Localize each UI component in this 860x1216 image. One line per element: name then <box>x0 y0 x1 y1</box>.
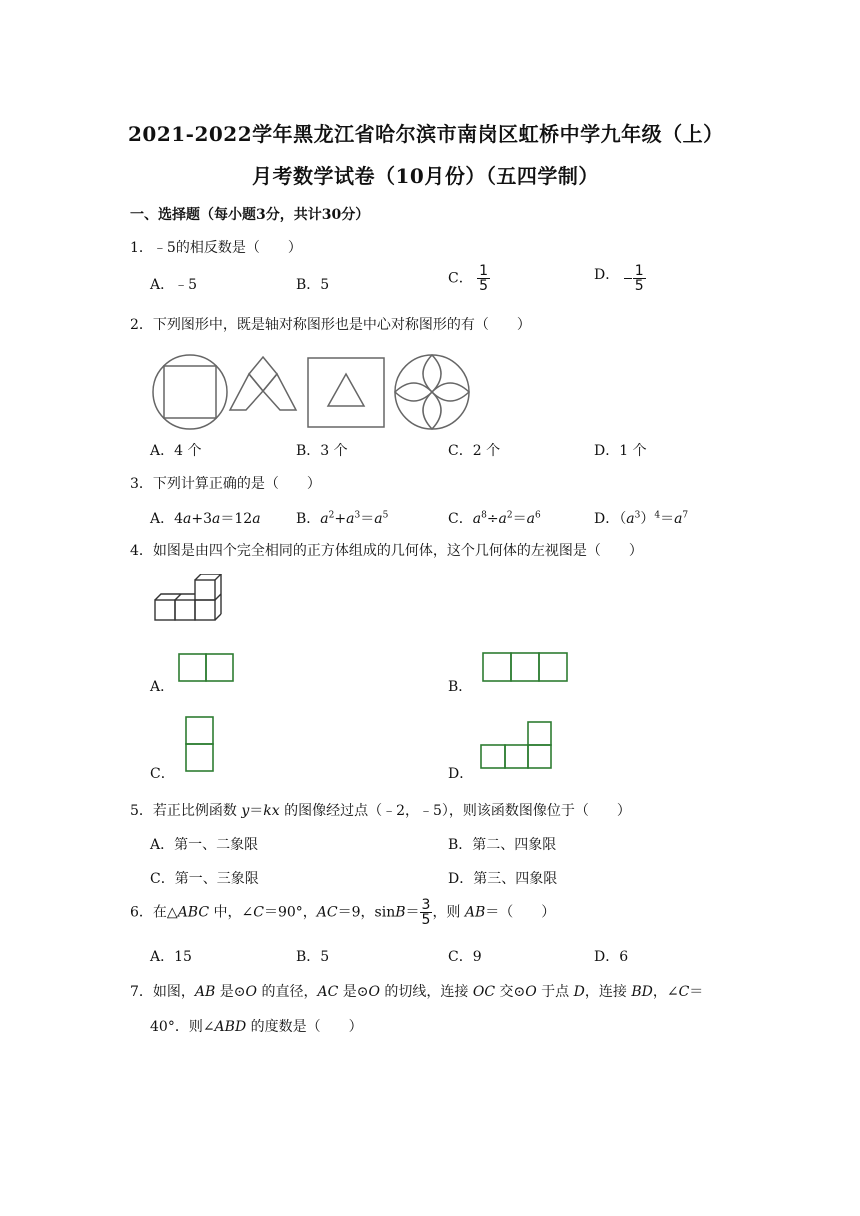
q5-eq: ＝ <box>249 803 264 819</box>
title-line-2: 月考数学试卷（10月份）（五四学制） <box>252 164 599 188</box>
q7-ab: AB <box>194 984 216 1000</box>
q6-post: ＝（ ） <box>485 904 556 921</box>
question-7-line-1 <box>130 981 703 1001</box>
q6-mid3: ＝9，sin <box>337 904 396 921</box>
q4-cube-figure <box>153 574 233 630</box>
section-heading: 一、选择题（每小题3分，共计30分） <box>130 207 370 223</box>
q6-ac: AC <box>316 904 338 921</box>
q7-t4: 是⊙ <box>338 984 369 1000</box>
figure-three-rhombi <box>230 357 296 410</box>
minus-sign <box>624 278 632 279</box>
q2-option-d: D．1 个 <box>594 443 647 459</box>
q3-option-d: D．$(a^3)^4=a^7$ <box>594 510 689 527</box>
q7-t7: 于点 <box>536 984 574 1000</box>
q6-mid4: ＝ <box>405 904 420 921</box>
q7-ac: AC <box>317 984 339 1000</box>
q6-ab: AB <box>464 904 486 921</box>
question-3-stem: 3．下列计算正确的是（ ） <box>130 476 321 492</box>
question-7-line-2 <box>150 1016 363 1036</box>
q1-c-label: C． <box>448 270 473 287</box>
q1-d-negative-fraction <box>624 264 646 293</box>
q6-numerator: 3 <box>421 897 431 913</box>
q7-t12: 的度数是（ ） <box>246 1019 363 1035</box>
q1-option-c <box>448 264 490 293</box>
q7-t6: 交⊙ <box>495 984 526 1000</box>
q7-t1: 7．如图， <box>130 984 195 1000</box>
q5-y: y <box>241 803 250 819</box>
q5-option-c: C．第一、三象限 <box>150 871 259 887</box>
q6-sin-fraction <box>420 898 433 927</box>
q3-option-b: B．$a^2+a^3=a^5$ <box>296 510 389 527</box>
q7-t8: ，连接 <box>584 984 632 1000</box>
q5-stem-post: 的图像经过点（﹣2，﹣5），则该函数图像位于（ ） <box>279 803 631 819</box>
q6-pre: 6．在△ <box>130 904 178 921</box>
question-6-stem <box>130 898 555 927</box>
q6-mid5: ，则 <box>432 904 465 921</box>
q5-option-a: A．第一、二象限 <box>150 837 259 853</box>
q3-option-c: C．$a^8\div a^2=a^6$ <box>448 510 541 527</box>
question-5-stem <box>130 800 631 820</box>
q6-option-b: B．5 <box>296 949 330 965</box>
q1-option-a: A．﹣5 <box>150 277 198 293</box>
q1-c-numerator: 1 <box>479 263 489 279</box>
q7-t10: ＝ <box>689 984 704 1000</box>
q5-kx: kx <box>263 803 280 819</box>
q7-t2: 是⊙ <box>215 984 246 1000</box>
q3-option-a: A．4a+3a＝12a <box>150 511 261 527</box>
q2-option-c: C．2 个 <box>448 443 501 459</box>
q4-option-c-figure[interactable] <box>185 716 215 772</box>
q4-option-a-figure[interactable] <box>178 653 234 683</box>
q7-t11: 40°．则∠ <box>150 1019 215 1035</box>
q7-c: C <box>678 984 690 1000</box>
q7-abd: ABD <box>214 1019 247 1035</box>
q6-denominator: 5 <box>421 912 431 928</box>
q7-t9: ，∠ <box>652 984 679 1000</box>
figure-rect-triangle <box>308 358 384 427</box>
q7-oc: OC <box>472 984 496 1000</box>
q5-stem-pre: 5．若正比例函数 <box>130 803 242 819</box>
q4-option-b-label: B． <box>448 679 473 695</box>
q6-mid1: 中，∠ <box>209 904 254 921</box>
q1-c-fraction <box>477 264 490 293</box>
q7-t3: 的直径， <box>257 984 318 1000</box>
question-2-stem: 2．下列图形中，既是轴对称图形也是中心对称图形的有（ ） <box>130 317 531 333</box>
q6-b: B <box>395 904 406 921</box>
q6-abc: ABC <box>177 904 210 921</box>
q7-o3: O <box>525 984 537 1000</box>
q6-option-d: D．6 <box>594 949 629 965</box>
q4-option-c-label: C． <box>150 766 175 782</box>
q1-option-d <box>594 264 646 293</box>
q6-c: C <box>253 904 264 921</box>
q1-c-denominator: 5 <box>479 278 489 294</box>
q7-o1: O <box>245 984 257 1000</box>
q7-o2: O <box>368 984 380 1000</box>
q7-t5: 的切线，连接 <box>379 984 473 1000</box>
q6-mid2: ＝90°， <box>263 904 317 921</box>
q7-bd: BD <box>631 984 653 1000</box>
question-4-stem: 4．如图是由四个完全相同的正方体组成的几何体，这个几何体的左视图是（ ） <box>130 543 643 559</box>
figure-circle-petals <box>395 355 469 429</box>
q5-option-d: D．第三、四象限 <box>448 871 558 887</box>
q4-option-d-label: D． <box>448 766 474 782</box>
q4-option-d-figure[interactable] <box>480 720 554 770</box>
q4-option-a-label: A． <box>150 679 175 695</box>
q7-d: D <box>573 984 585 1000</box>
question-1-stem: 1．﹣5的相反数是（ ） <box>130 240 302 256</box>
q6-option-a: A．15 <box>150 949 192 965</box>
q1-d-denominator: 5 <box>634 278 644 294</box>
q1-option-b: B．5 <box>296 277 330 293</box>
q6-option-c: C．9 <box>448 949 482 965</box>
q2-option-a: A．4 个 <box>150 443 202 459</box>
q4-option-b-figure[interactable] <box>482 652 570 684</box>
q1-d-label: D． <box>594 267 620 283</box>
title-line-1: 2021-2022学年黑龙江省哈尔滨市南岗区虹桥中学九年级（上） <box>128 122 724 146</box>
q2-figures <box>150 352 480 432</box>
q5-option-b: B．第二、四象限 <box>448 837 557 853</box>
q1-d-numerator: 1 <box>634 263 644 279</box>
q2-option-b: B．3 个 <box>296 443 348 459</box>
